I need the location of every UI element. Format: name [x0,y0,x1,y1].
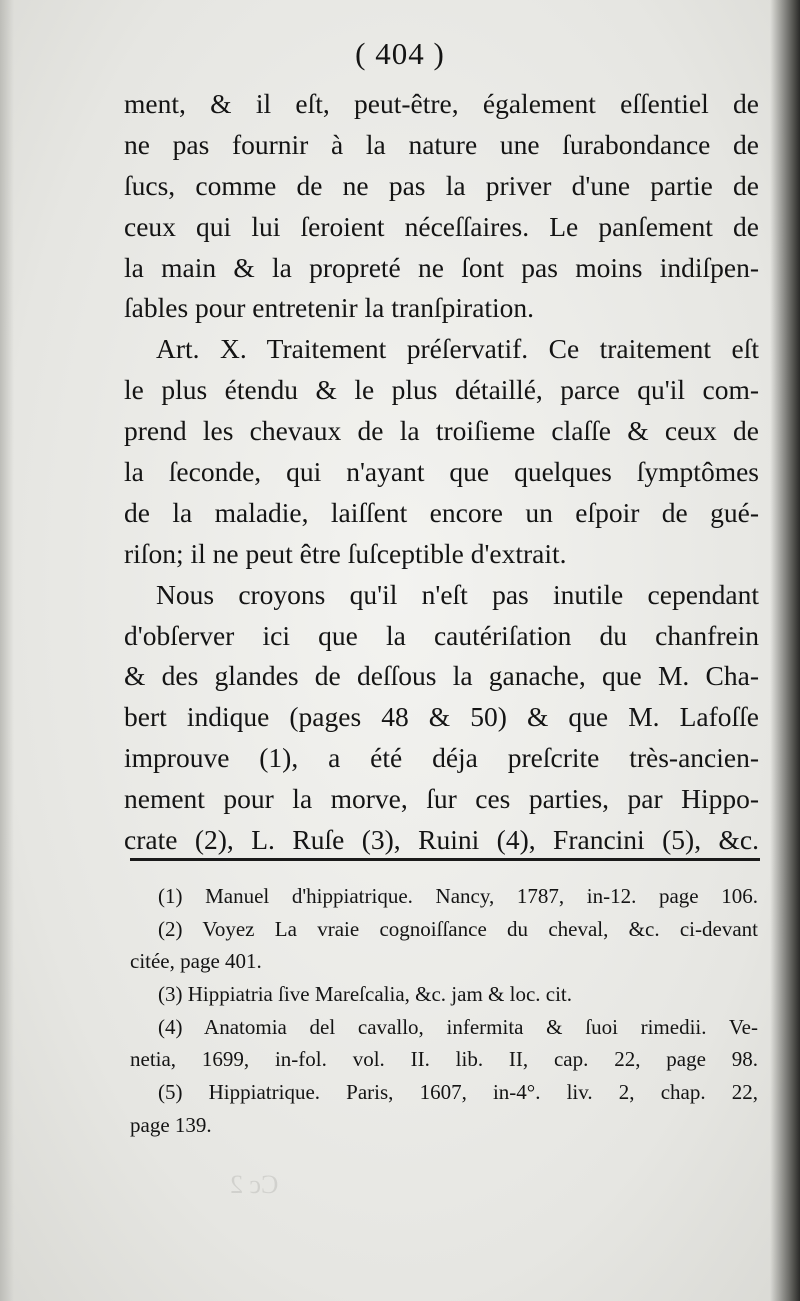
footnote-line: page 139. [130,1112,212,1137]
body-line: la main & la propreté ne ſont pas moins indiſpen- [124,251,759,283]
body-line: Art. X. Traitement préſervatif. Ce traitement eſt [156,333,759,365]
body-line: riſon; il ne peut être ſuſceptible d'extrait. [124,537,567,569]
page-number: ( 404 ) [355,36,445,71]
body-line: de la maladie, laiſſent encore un eſpoir de gué- [124,496,759,528]
footnote-line: netia, 1699, in-fol. vol. II. lib. II, cap. 22, page 98. [130,1047,758,1072]
page-right-shadow [770,0,800,1301]
footnote-line: (2) Voyez La vraie cognoiſſance du cheval, &c. ci-devant [158,916,758,941]
body-line: le plus étendu & le plus détaillé, parce qu'il com- [124,374,759,406]
body-line: ſables pour entretenir la tranſpiration. [124,292,535,324]
footnote-line: (5) Hippiatrique. Paris, 1607, in-4°. liv. 2, chap. 22, [158,1080,758,1105]
body-line: crate (2), L. Ruſe (3), Ruini (4), Francini (5), &c. [124,824,759,856]
body-line: ment, & il eſt, peut-être, également eſſentiel de [124,88,759,119]
body-line: ſucs, comme de ne pas la priver d'une partie de [124,169,759,201]
body-line: ceux qui lui ſeroient néceſſaires. Le panſement de [124,210,759,242]
body-line: nement pour la morve, ſur ces parties, par Hippo- [124,783,759,815]
show-through-signature: Cc 2 [230,1170,279,1199]
body-line: improuve (1), a été déja preſcrite très-ancien- [124,742,759,774]
body-line: Nous croyons qu'il n'eſt pas inutile cependant [156,578,759,610]
body-line: la ſeconde, qui n'ayant que quelques ſymptômes [124,456,759,488]
body-line: bert indique (pages 48 & 50) & que M. Lafoſſe [124,701,759,733]
page-left-shadow [0,0,14,1301]
footnote-line: citée, page 401. [130,949,262,974]
footnotes [130,880,758,1142]
body-line: d'obſerver ici que la cautériſation du chanfrein [124,619,759,651]
body-line: prend les chevaux de la troiſieme claſſe & ceux de [124,415,759,447]
footnote-line: (3) Hippiatria ſive Mareſcalia, &c. jam & loc. cit. [158,982,573,1007]
footnote-line: (4) Anatomia del cavallo, infermita & ſuoi rimedii. Ve- [158,1014,758,1039]
footnote-line: (1) Manuel d'hippiatrique. Nancy, 1787, in-12. page 106. [158,884,758,908]
footnote-rule [130,858,760,861]
body-line: & des glandes de deſſous la ganache, que M. Cha- [124,660,759,692]
body-line: ne pas fournir à la nature une ſurabondance de [124,128,759,160]
body-text [124,84,759,861]
